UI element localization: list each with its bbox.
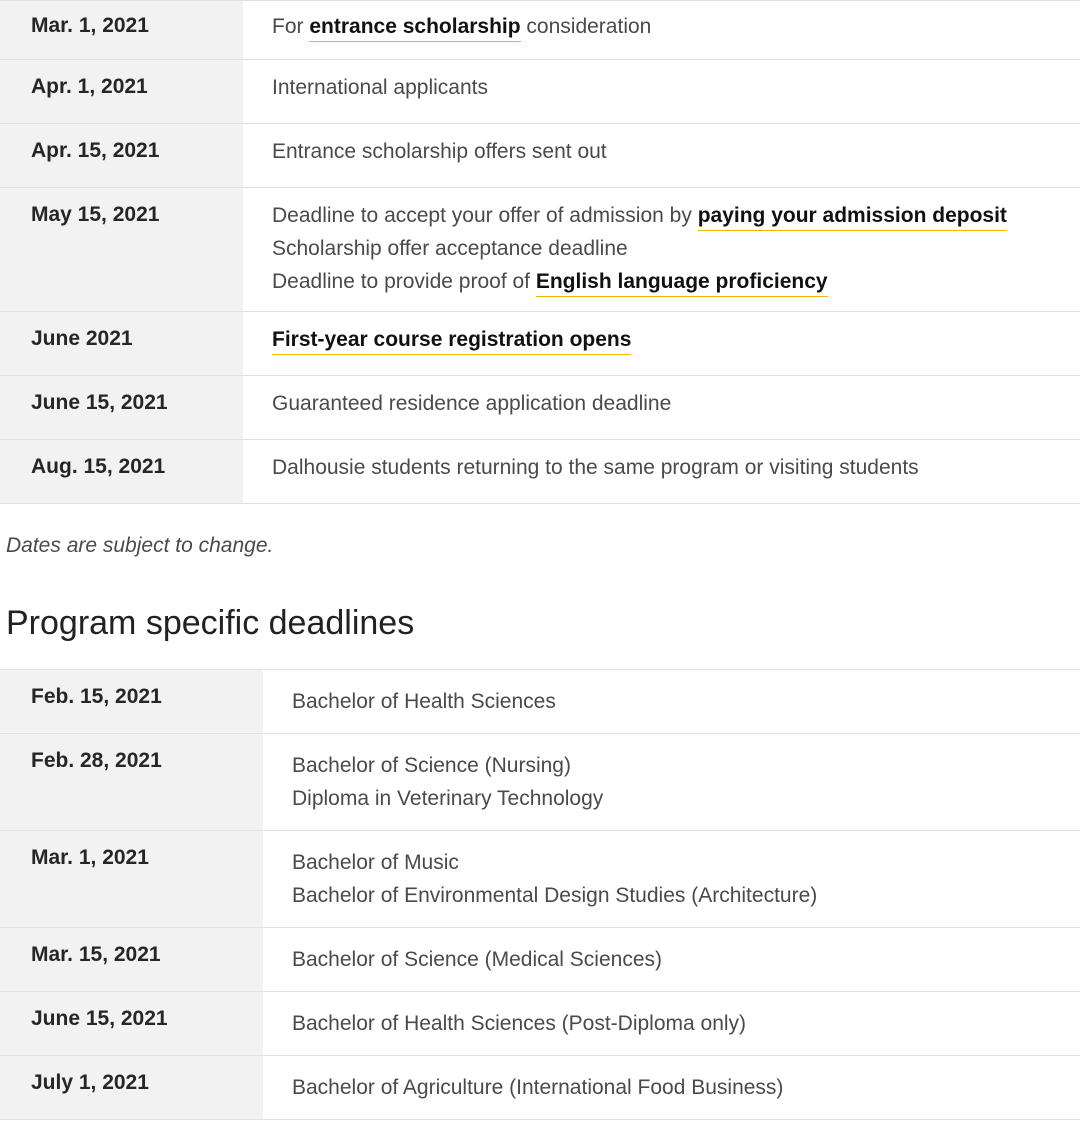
description-text: International applicants (272, 76, 488, 99)
deadline-link[interactable]: paying your admission deposit (698, 204, 1007, 231)
deadline-row (0, 312, 1080, 376)
deadline-date: Mar. 15, 2021 (0, 928, 263, 992)
deadline-date: June 15, 2021 (0, 992, 263, 1056)
deadline-row (0, 992, 1080, 1056)
deadline-link[interactable]: First-year course registration opens (272, 328, 631, 355)
deadline-date: May 15, 2021 (0, 188, 243, 312)
description-text: consideration (520, 15, 652, 38)
deadline-row (0, 831, 1080, 928)
deadline-link[interactable]: English language proficiency (536, 270, 828, 297)
description-line (292, 749, 1080, 782)
description-text: Deadline to accept your offer of admission by (272, 204, 698, 227)
deadline-date: June 15, 2021 (0, 376, 243, 440)
deadline-description (263, 992, 1080, 1056)
deadline-date: Feb. 15, 2021 (0, 670, 263, 734)
deadline-description (263, 928, 1080, 992)
description-line (292, 1071, 1080, 1104)
deadline-row (0, 376, 1080, 440)
deadline-description (243, 60, 1080, 124)
description-text: Entrance scholarship offers sent out (272, 140, 607, 163)
dates-subject-note: Dates are subject to change. (6, 534, 274, 557)
deadline-date: Feb. 28, 2021 (0, 734, 263, 831)
description-text: Bachelor of Science (Medical Sciences) (292, 948, 663, 971)
description-line (292, 846, 1080, 879)
deadline-row (0, 1, 1080, 60)
description-text: Bachelor of Agriculture (International Food Business) (292, 1076, 784, 1099)
deadline-description (243, 440, 1080, 504)
deadline-description (263, 1056, 1080, 1120)
description-text: Bachelor of Environmental Design Studies (Architecture) (292, 884, 818, 907)
description-text: Guaranteed residence application deadline (272, 392, 672, 415)
deadline-date: Mar. 1, 2021 (0, 831, 263, 928)
deadline-row (0, 734, 1080, 831)
description-text: Scholarship offer acceptance deadline (272, 237, 628, 260)
description-line (272, 199, 1080, 232)
deadline-description (263, 831, 1080, 928)
deadline-date: July 1, 2021 (0, 1056, 263, 1120)
description-text: Diploma in Veterinary Technology (292, 787, 604, 810)
program-deadlines-heading: Program specific deadlines (6, 604, 415, 642)
description-text: For (272, 15, 310, 38)
general-deadlines-table (0, 0, 1080, 504)
program-deadlines-table (0, 669, 1080, 1120)
description-text: Bachelor of Health Sciences (292, 690, 556, 713)
deadline-description (243, 1, 1080, 60)
deadline-row (0, 188, 1080, 312)
deadline-row (0, 60, 1080, 124)
description-line (272, 323, 1080, 356)
deadline-row (0, 1056, 1080, 1120)
description-line (292, 782, 1080, 815)
deadline-date: Mar. 1, 2021 (0, 1, 243, 60)
deadline-description (263, 734, 1080, 831)
deadline-description (243, 188, 1080, 312)
description-line (272, 10, 1080, 43)
description-line (292, 879, 1080, 912)
description-line (272, 135, 1080, 168)
description-text: Deadline to provide proof of (272, 270, 536, 293)
deadline-description (243, 376, 1080, 440)
description-line (272, 387, 1080, 420)
deadline-description (243, 312, 1080, 376)
deadline-date: Apr. 1, 2021 (0, 60, 243, 124)
deadline-date: Aug. 15, 2021 (0, 440, 243, 504)
description-line (292, 1007, 1080, 1040)
description-text: Bachelor of Health Sciences (Post-Diploma only) (292, 1012, 747, 1035)
deadline-row (0, 124, 1080, 188)
description-text: Bachelor of Science (Nursing) (292, 754, 571, 777)
deadline-date: Apr. 15, 2021 (0, 124, 243, 188)
description-text: Dalhousie students returning to the same program or visiting students (272, 456, 919, 479)
deadline-description (243, 124, 1080, 188)
description-line (292, 943, 1080, 976)
deadline-row (0, 440, 1080, 504)
description-line (272, 232, 1080, 265)
deadline-row (0, 670, 1080, 734)
deadline-date: June 2021 (0, 312, 243, 376)
description-line (272, 71, 1080, 104)
deadline-link[interactable]: entrance scholarship (309, 15, 520, 42)
description-line (272, 451, 1080, 484)
description-text: Bachelor of Music (292, 851, 459, 874)
description-line (272, 265, 1080, 298)
deadline-description (263, 670, 1080, 734)
description-line (292, 685, 1080, 718)
deadline-row (0, 928, 1080, 992)
